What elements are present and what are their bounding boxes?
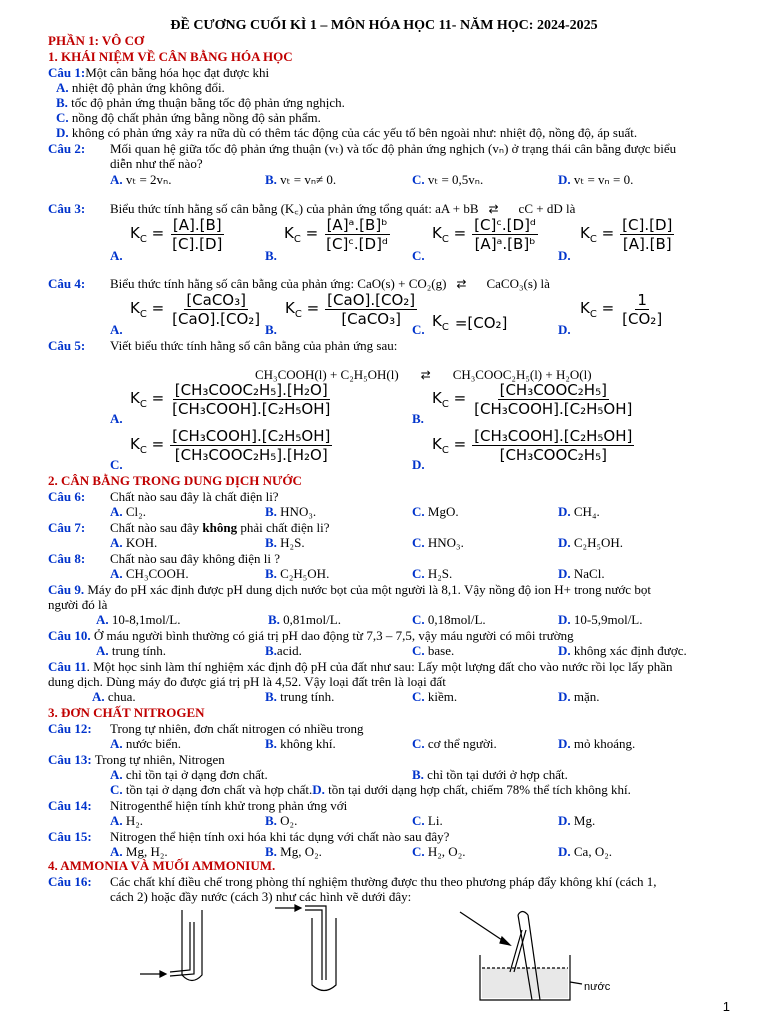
option-c: C. H₂, O₂. — [412, 844, 466, 859]
option-b-letter: B. — [265, 248, 277, 263]
question-11-cont: dung dịch. Dùng máy đo được giá trị pH là 4,52. Vậy loại đất trên là loại đất — [48, 674, 446, 689]
option-a-letter: A. — [110, 322, 123, 337]
question-7-number: Câu 7: — [48, 520, 86, 535]
question-9: Câu 9. Máy đo pH xác định được pH dung dịch nước bọt của một người là 8,1. Vậy nồng độ ion H+ trong nước bọt — [48, 582, 651, 597]
option-c: C. kiềm. — [412, 689, 458, 704]
collection-method-1 — [140, 910, 202, 981]
option-a: A. nhiệt độ phản ứng không đổi. — [56, 80, 225, 95]
equilibrium-arrow-icon: ⇄ — [456, 277, 467, 291]
question-4-text: Biểu thức tính hằng số cân bằng của phản ứng: CaO(s) + CO₂(g) ⇄ CaCO₃(s) là — [110, 276, 550, 291]
question-2-number: Câu 2: — [48, 141, 86, 156]
question-text: Một cân bằng hóa học đạt được khi — [85, 65, 270, 80]
page-number: 1 — [722, 999, 730, 1014]
question-16-text: Các chất khí điều chế trong phòng thí nghiệm thường được thu theo phương pháp đẩy không khí (cách 1, cách 2) hoặc đầy nước (cách 3) như các hình vẽ dưới đây: — [110, 874, 657, 904]
section-heading-4: 4. AMMONIA VÀ MUỐI AMMONIUM. — [48, 858, 276, 873]
question-6-text: Chất nào sau đây là chất điện li? — [110, 489, 279, 504]
formula-a: $K_C$ = $\frac{[A].[B]}{[C].[D]}$ — [130, 216, 223, 253]
option-c: C. nồng độ chất phản ứng bằng nồng độ sản phẩm. — [56, 110, 321, 125]
question-7-text: Chất nào sau đây không phải chất điện li? — [110, 520, 330, 535]
option-a: A. trung tính. — [96, 643, 167, 658]
option-d: D. vₜ = vₙ = 0. — [558, 172, 634, 187]
formula-c: $K_C$ = $\frac{\text{[CH₃COOH].[C₂H₅OH]}}{\text{[CH₃COOC₂H₅].[H₂O]}}$ — [130, 427, 331, 464]
option-b: B. H₂S. — [265, 535, 305, 550]
option-b: B. C₂H₅OH. — [265, 566, 330, 581]
option-a: A. H₂. — [110, 813, 144, 828]
question-6-number: Câu 6: — [48, 489, 86, 504]
question-3-number: Câu 3: — [48, 201, 86, 216]
option-b: B. không khí. — [265, 736, 336, 751]
water-label: nước — [584, 981, 611, 993]
section-heading-3: 3. ĐƠN CHẤT NITROGEN — [48, 705, 205, 720]
page-title: ĐỀ CƯƠNG CUỐI KÌ 1 – MÔN HÓA HỌC 11- NĂM HỌC: 2024-2025 — [170, 18, 598, 33]
reaction-equation: CH₃COOH(l) + C₂H₅OH(l) ⇄ CH₃COOC₂H₅(l) + H₂O(l) — [255, 367, 592, 382]
option-a: A. KOH. — [110, 535, 158, 550]
formula-b: $K_C$ = $\frac{\text{[CaO].[CO₂]}}{\text{[CaCO₃]}}$ — [285, 291, 416, 328]
option-d: D. Ca, O₂. — [558, 844, 613, 859]
option-b: B.acid. — [265, 643, 302, 658]
option-a-letter: A. — [110, 411, 123, 426]
question-16-number: Câu 16: — [48, 874, 92, 889]
option-c: C. 0,18mol/L. — [412, 612, 486, 627]
question-8-number: Câu 8: — [48, 551, 86, 566]
question-12-number: Câu 12: — [48, 721, 92, 736]
question-3-text: Biểu thức tính hằng số cân bằng (K꜀) của phản ứng tổng quát: aA + bB ⇄ cC + dD là — [110, 201, 576, 216]
question-15-number: Câu 15: — [48, 829, 92, 844]
option-c-letter: C. — [412, 322, 425, 337]
question-1 — [48, 65, 269, 80]
option-d: tồn tại dưới dạng hợp chất, chiếm 78% thể tích không khí. — [324, 782, 631, 797]
option-d: D. Mg. — [558, 813, 596, 828]
question-9-cont: người đó là — [48, 597, 108, 612]
option-c-letter: C. — [412, 248, 425, 263]
collection-method-2 — [275, 905, 336, 991]
gas-collection-figure — [130, 900, 630, 1010]
question-15-text: Nitrogen thể hiện tính oxi hóa khi tác dụng với chất nào sau đây? — [110, 829, 450, 844]
option-a: A. CH₃COOH. — [110, 566, 189, 581]
option-c: C. cơ thể người. — [412, 736, 497, 751]
option-b: B. tốc độ phản ứng thuận bằng tốc độ phản ứng nghịch. — [56, 95, 345, 110]
option-d: D. 10-5,9mol/L. — [558, 612, 643, 627]
option-b: B. O₂. — [265, 813, 298, 828]
option-c: C. vₜ = 0,5vₙ. — [412, 172, 484, 187]
option-a-letter: A. — [110, 248, 123, 263]
section-heading-2: 2. CÂN BẰNG TRONG DUNG DỊCH NƯỚC — [48, 473, 302, 488]
option-a: A. chua. — [92, 689, 136, 704]
option-c: C. HNO₃. — [412, 535, 464, 550]
question-number: Câu 1: — [48, 65, 86, 80]
collection-method-3 — [460, 912, 582, 1001]
question-13: Câu 13: Trong tự nhiên, Nitrogen — [48, 752, 225, 767]
option-c: C. Li. — [412, 813, 443, 828]
part-heading: PHẦN 1: VÔ CƠ — [48, 33, 145, 48]
formula-b: $K_C$ = $\frac{\text{[A]ᵃ.[B]ᵇ}}{\text{[C]ᶜ.[D]ᵈ}}$ — [284, 216, 389, 253]
option-d: D. CH₄. — [558, 504, 600, 519]
question-12-text: Trong tự nhiên, đơn chất nitrogen có nhiều trong — [110, 721, 364, 736]
option-b: B. HNO₃. — [265, 504, 317, 519]
formula-d: $K_C$ = $\frac{\text{[CH₃COOH].[C₂H₅OH]}}{\text{[CH₃COOC₂H₅]}}$ — [432, 427, 633, 464]
question-5-number: Câu 5: — [48, 338, 86, 353]
option-c: C. base. — [412, 643, 455, 658]
section-heading-1: 1. KHÁI NIỆM VỀ CÂN BẰNG HÓA HỌC — [48, 49, 293, 64]
formula-c: $K_C$ =[CO₂] — [432, 312, 508, 333]
option-a: A. Cl₂. — [110, 504, 146, 519]
question-14-number: Câu 14: — [48, 798, 92, 813]
option-d-letter: D. — [412, 457, 425, 472]
equilibrium-arrow-icon: ⇄ — [488, 202, 499, 216]
option-b-letter: B. — [265, 322, 277, 337]
option-a: A. chỉ tồn tại ở dạng đơn chất. — [110, 767, 268, 782]
formula-d: $K_C$ = $\frac{1}{\text{[CO₂]}}$ — [580, 291, 663, 328]
question-4-number: Câu 4: — [48, 276, 86, 291]
question-10: Câu 10. Ở máu người bình thường có giá trị pH dao động từ 7,3 – 7,5, vậy máu người có môi trường — [48, 628, 574, 643]
option-c: C. H₂S. — [412, 566, 453, 581]
option-d: D. không có phản ứng xảy ra nữa dù có thêm tác động của các yếu tố bên ngoài như: nhiệt độ, nồng độ, áp suất. — [56, 125, 638, 140]
question-14-text: Nitrogenthể hiện tính khử trong phản ứng với — [110, 798, 348, 813]
option-d-letter: D. — [558, 322, 571, 337]
option-b: B. Mg, O₂. — [265, 844, 322, 859]
option-d-letter: D. — [312, 782, 325, 797]
option-b: B. chỉ tồn tại dưới ở hợp chất. — [412, 767, 568, 782]
option-c: C. MgO. — [412, 504, 459, 519]
option-a: A. nước biển. — [110, 736, 181, 751]
option-d: D. C₂H₅OH. — [558, 535, 624, 550]
question-5-text: Viết biểu thức tính hằng số cân bằng của phản ứng sau: — [110, 338, 398, 353]
formula-c: $K_C$ = $\frac{\text{[C]ᶜ.[D]ᵈ}}{\text{[A]ᵃ.[B]ᵇ}}$ — [432, 216, 537, 253]
option-a: A. vₜ = 2vₙ. — [110, 172, 172, 187]
option-a: A. Mg, H₂. — [110, 844, 168, 859]
option-c-letter: C. — [110, 457, 123, 472]
formula-b: $K_C$ = $\frac{\text{[CH₃COOC₂H₅]}}{\text{[CH₃COOH].[C₂H₅OH]}}$ — [432, 381, 633, 418]
formula-d: $K_C$ = $\frac{[C].[D]}{[A].[B]}$ — [580, 216, 673, 253]
option-b: B. trung tính. — [265, 689, 335, 704]
option-d: D. mặn. — [558, 689, 600, 704]
option-a: A. 10-8,1mol/L. — [96, 612, 181, 627]
equilibrium-arrow-icon: ⇄ — [420, 368, 431, 382]
question-8-text: Chất nào sau đây không điện li ? — [110, 551, 281, 566]
option-d-letter: D. — [558, 248, 571, 263]
option-c: C. tồn tại ở dạng đơn chất và hợp chất.D. tồn tại dưới dạng hợp chất, chiếm 78% thể tích không khí. — [110, 782, 631, 797]
formula-a: $K_C$ = $\frac{\text{[CH₃COOC₂H₅].[H₂O]}}{\text{[CH₃COOH].[C₂H₅OH]}}$ — [130, 381, 331, 418]
question-2-text: Mối quan hệ giữa tốc độ phản ứng thuận (vₜ) và tốc độ phản ứng nghịch (vₙ) ở trạng thái cân bằng được biểu diễn như thế nào? — [110, 141, 677, 171]
option-b: B. vₜ = vₙ≠ 0. — [265, 172, 337, 187]
option-d: D. mỏ khoáng. — [558, 736, 636, 751]
option-d: D. NaCl. — [558, 566, 605, 581]
option-b-letter: B. — [412, 411, 424, 426]
formula-a: $K_C$ = $\frac{\text{[CaCO₃]}}{\text{[CaO].[CO₂]}}$ — [130, 291, 261, 328]
option-b: B. 0,81mol/L. — [268, 612, 341, 627]
question-11: Câu 11. Một học sinh làm thí nghiệm xác định độ pH của đất như sau: Lấy một lượng đất cho vào nước rồi lọc lấy phần — [48, 659, 673, 674]
option-d: D. không xác định được. — [558, 643, 687, 658]
